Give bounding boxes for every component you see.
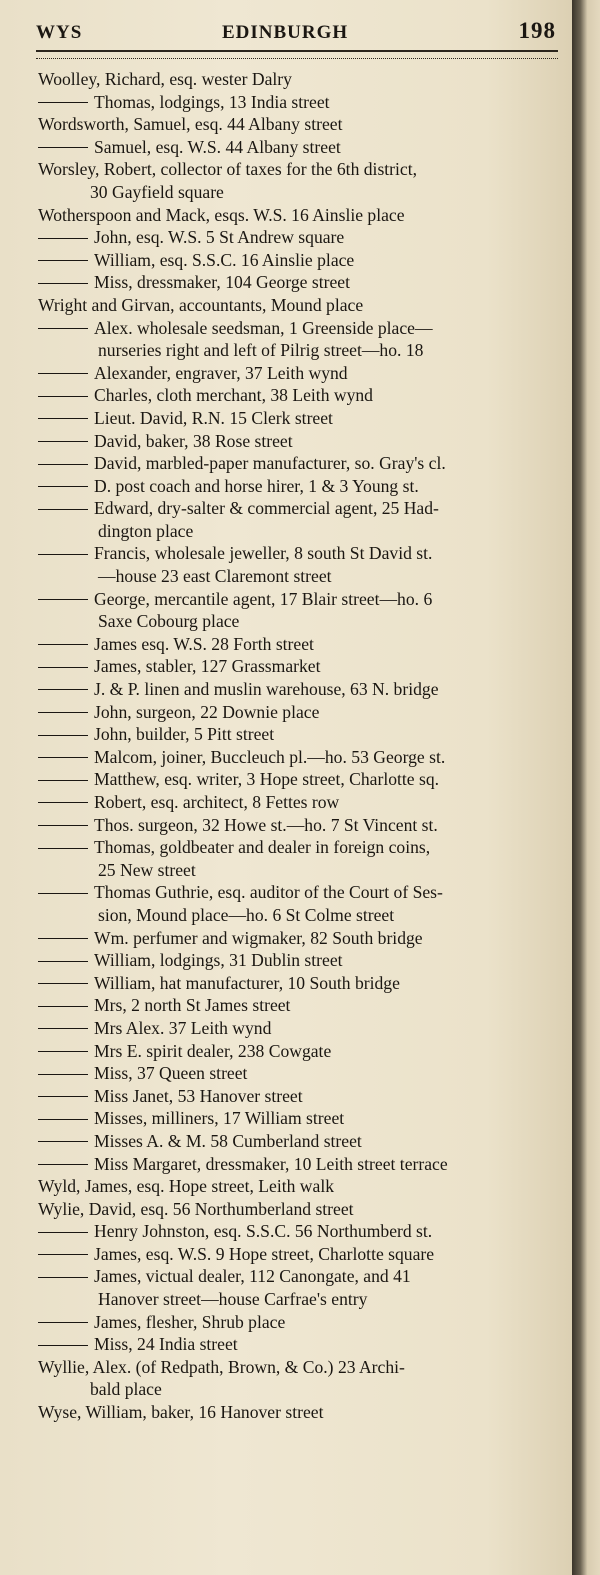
entry-text: Miss, 37 Queen street [94,1063,248,1084]
directory-entry [38,294,566,317]
entry-text: Wyse, William, baker, 16 Hanover street [38,1402,324,1423]
page-number: 198 [518,18,556,43]
ditto-dash [38,735,88,736]
entry-line [38,317,566,340]
entry-text: sion, Mound place—ho. 6 St Colme street [98,904,395,925]
directory-sub-entry [38,972,566,995]
entry-continuation-line [38,610,566,633]
ditto-dash [38,1164,88,1165]
entry-text: Mrs E. spirit dealer, 238 Cowgate [94,1040,332,1061]
entry-line [38,1220,566,1243]
entry-text: William, lodgings, 31 Dublin street [94,950,343,971]
entry-text: Wotherspoon and Mack, esqs. W.S. 16 Ainslie place [38,204,405,225]
ditto-dash [38,283,88,284]
entry-text: John, surgeon, 22 Downie place [94,701,320,722]
entry-text: Woolley, Richard, esq. wester Dalry [38,69,292,89]
entry-text: Wright and Girvan, accountants, Mound place [38,294,364,315]
ditto-dash [38,396,88,397]
entry-line [38,204,566,227]
ditto-dash [38,418,88,419]
entry-line [38,1243,566,1266]
entry-text: Wordsworth, Samuel, esq. 44 Albany street [38,114,343,135]
entry-line [38,836,566,859]
ditto-dash [38,1028,88,1029]
ditto-dash [38,1254,88,1255]
ditto-dash [38,667,88,668]
entry-line [38,1356,566,1379]
directory-sub-entry [38,1220,566,1243]
entry-line [38,430,566,453]
directory-sub-entry [38,1333,566,1356]
directory-sub-entry [38,768,566,791]
directory-sub-entry [38,407,566,430]
directory-entry [38,158,566,203]
directory-sub-entry [38,1062,566,1085]
entry-text: Miss Margaret, dressmaker, 10 Leith street terrace [94,1153,448,1174]
entry-line [38,68,566,91]
running-head-left: WYS [36,22,83,43]
entry-text: J. & P. linen and muslin warehouse, 63 N. bridge [94,679,439,700]
ditto-dash [38,486,88,487]
entry-text: Robert, esq. architect, 8 Fettes row [94,792,340,812]
entry-line [38,768,566,791]
ditto-dash [38,780,88,781]
entry-text: Miss, 24 India street [94,1334,238,1355]
entry-continuation-line [38,520,566,543]
entry-line [38,633,566,656]
directory-sub-entry [38,994,566,1017]
entry-text: James, flesher, Shrub place [94,1311,286,1332]
entry-line [38,226,566,249]
entry-text: Misses, milliners, 17 William street [94,1108,345,1129]
ditto-dash [38,757,88,758]
entry-text: 25 New street [98,859,196,880]
entry-line [38,1401,566,1424]
ditto-dash [38,1119,88,1120]
entry-text: Hanover street—house Carfrae's entry [98,1289,368,1310]
entry-text: David, marbled-paper manufacturer, so. Gray's cl. [94,453,446,474]
directory-sub-entry [38,226,566,249]
directory-sub-entry [38,655,566,678]
entry-continuation-line [38,859,566,882]
entry-text: Wyllie, Alex. (of Redpath, Brown, & Co.) 23 Archi- [38,1356,405,1377]
entry-line [38,701,566,724]
entry-text: David, baker, 38 Rose street [94,430,293,451]
entry-text: Malcom, joiner, Buccleuch pl.—ho. 53 George st. [94,746,446,767]
ditto-dash [38,1006,88,1007]
directory-sub-entry [38,362,566,385]
entry-text: James, victual dealer, 112 Canongate, and 41 [94,1266,411,1287]
ditto-dash [38,102,88,103]
entry-text: William, hat manufacturer, 10 South bridge [94,972,400,993]
ditto-dash [38,961,88,962]
directory-sub-entry [38,678,566,701]
entry-line [38,113,566,136]
header-rule [36,50,558,59]
entry-text: Francis, wholesale jeweller, 8 south St David st. [94,543,433,564]
entry-line [38,407,566,430]
directory-sub-entry [38,542,566,587]
entry-line [38,1265,566,1288]
directory-sub-entry [38,814,566,837]
entry-text: 30 Gayfield square [90,181,224,202]
directory-sub-entry [38,249,566,272]
entry-line [38,1333,566,1356]
entry-line [38,791,566,814]
directory-sub-entry [38,91,566,114]
entry-continuation-line [38,904,566,927]
ditto-dash [38,802,88,803]
entry-line [38,949,566,972]
entry-line [38,881,566,904]
entry-line [38,927,566,950]
entry-text: Lieut. David, R.N. 15 Clerk street [94,407,333,428]
ditto-dash [38,712,88,713]
running-head-title: EDINBURGH [222,22,349,43]
directory-entry [38,204,566,227]
entry-line [38,814,566,837]
directory-sub-entry [38,927,566,950]
directory-sub-entry [38,836,566,881]
directory-sub-entry [38,1040,566,1063]
entry-line [38,136,566,159]
directory-sub-entry [38,1130,566,1153]
entry-text: James esq. W.S. 28 Forth street [94,633,314,654]
directory-entries [38,68,566,1424]
entry-text: William, esq. S.S.C. 16 Ainslie place [94,249,355,270]
entry-line [38,1130,566,1153]
entry-line [38,972,566,995]
ditto-dash [38,1232,88,1233]
book-gutter [572,0,600,1575]
entry-text: James, esq. W.S. 9 Hope street, Charlotte square [94,1243,435,1264]
directory-sub-entry [38,497,566,542]
ditto-dash [38,1345,88,1346]
ditto-dash [38,509,88,510]
directory-entry [38,1356,566,1401]
entry-line [38,588,566,611]
entry-line [38,1311,566,1334]
entry-text: Wyld, James, esq. Hope street, Leith walk [38,1176,335,1197]
ditto-dash [38,441,88,442]
entry-line [38,1175,566,1198]
entry-text: Alex. wholesale seedsman, 1 Greenside place— [94,317,433,338]
entry-text: Matthew, esq. writer, 3 Hope street, Charlotte sq. [94,769,440,790]
entry-text: D. post coach and horse hirer, 1 & 3 Young st. [94,475,419,496]
ditto-dash [38,825,88,826]
directory-sub-entry [38,1017,566,1040]
entry-line [38,384,566,407]
ditto-dash [38,147,88,148]
entry-text: Mrs, 2 north St James street [94,995,291,1016]
entry-text: George, mercantile agent, 17 Blair street—ho. 6 [94,588,433,609]
ditto-dash [38,373,88,374]
directory-sub-entry [38,1153,566,1176]
entry-text: James, stabler, 127 Grassmarket [94,656,321,677]
entry-line [38,678,566,701]
directory-entry [38,1198,566,1221]
directory-sub-entry [38,452,566,475]
directory-entry [38,1175,566,1198]
directory-sub-entry [38,136,566,159]
entry-line [38,1107,566,1130]
ditto-dash [38,1051,88,1052]
entry-line [38,542,566,565]
directory-sub-entry [38,881,566,926]
entry-line [38,452,566,475]
entry-text: Henry Johnston, esq. S.S.C. 56 Northumberd st. [94,1221,433,1242]
entry-text: Mrs Alex. 37 Leith wynd [94,1017,272,1038]
entry-text: Thomas, goldbeater and dealer in foreign coins, [94,837,431,858]
entry-text: bald place [90,1379,162,1400]
directory-sub-entry [38,1265,566,1310]
entry-line [38,1085,566,1108]
directory-sub-entry [38,1085,566,1108]
directory-sub-entry [38,1107,566,1130]
ditto-dash [38,644,88,645]
ditto-dash [38,328,88,329]
entry-text: Miss, dressmaker, 104 George street [94,272,350,293]
directory-sub-entry [38,317,566,362]
directory-sub-entry [38,1243,566,1266]
entry-text: nurseries right and left of Pilrig street—ho. 18 [98,340,424,361]
entry-text: John, builder, 5 Pitt street [94,724,275,745]
ditto-dash [38,983,88,984]
ditto-dash [38,599,88,600]
entry-line [38,249,566,272]
directory-sub-entry [38,384,566,407]
ditto-dash [38,260,88,261]
ditto-dash [38,1277,88,1278]
directory-sub-entry [38,723,566,746]
entry-text: —house 23 east Claremont street [98,566,332,587]
ditto-dash [38,1096,88,1097]
directory-sub-entry [38,588,566,633]
ditto-dash [38,554,88,555]
ditto-dash [38,238,88,239]
ditto-dash [38,1074,88,1075]
entry-text: Saxe Cobourg place [98,611,240,632]
directory-sub-entry [38,633,566,656]
entry-continuation-line [38,181,566,204]
ditto-dash [38,938,88,939]
entry-line [38,158,566,181]
entry-text: Misses A. & M. 58 Cumberland street [94,1130,362,1151]
entry-line [38,271,566,294]
directory-entry [38,1401,566,1424]
entry-line [38,497,566,520]
entry-text: Wm. perfumer and wigmaker, 82 South bridge [94,927,423,948]
entry-text: dington place [98,520,194,541]
entry-text: Thos. surgeon, 32 Howe st.—ho. 7 St Vincent st. [94,814,438,835]
entry-line [38,1062,566,1085]
entry-text: Samuel, esq. W.S. 44 Albany street [94,136,341,157]
entry-text: Charles, cloth merchant, 38 Leith wynd [94,385,373,406]
entry-text: John, esq. W.S. 5 St Andrew square [94,227,345,248]
page-header [36,18,556,42]
entry-line [38,362,566,385]
entry-line [38,294,566,317]
directory-sub-entry [38,949,566,972]
entry-line [38,994,566,1017]
ditto-dash [38,464,88,465]
directory-sub-entry [38,271,566,294]
directory-sub-entry [38,701,566,724]
entry-text: Alexander, engraver, 37 Leith wynd [94,362,348,383]
ditto-dash [38,689,88,690]
entry-text: Worsley, Robert, collector of taxes for the 6th district, [38,159,418,180]
entry-line [38,746,566,769]
entry-continuation-line [38,1288,566,1311]
directory-entry [38,68,566,91]
entry-text: Thomas, lodgings, 13 India street [94,91,330,112]
ditto-dash [38,1141,88,1142]
ditto-dash [38,848,88,849]
directory-sub-entry [38,1311,566,1334]
directory-entry [38,113,566,136]
entry-line [38,655,566,678]
entry-continuation-line [38,565,566,588]
ditto-dash [38,1322,88,1323]
ditto-dash [38,893,88,894]
directory-sub-entry [38,791,566,814]
entry-line [38,1040,566,1063]
entry-text: Edward, dry-salter & commercial agent, 25 Had- [94,498,439,519]
entry-continuation-line [38,339,566,362]
directory-sub-entry [38,475,566,498]
entry-text: Thomas Guthrie, esq. auditor of the Court of Ses- [94,882,443,903]
entry-line [38,723,566,746]
entry-continuation-line [38,1378,566,1401]
entry-line [38,475,566,498]
entry-line [38,1153,566,1176]
entry-line [38,1198,566,1221]
directory-sub-entry [38,430,566,453]
entry-text: Miss Janet, 53 Hanover street [94,1085,303,1106]
entry-text: Wylie, David, esq. 56 Northumberland street [38,1198,354,1219]
entry-line [38,91,566,114]
entry-line [38,1017,566,1040]
directory-sub-entry [38,746,566,769]
